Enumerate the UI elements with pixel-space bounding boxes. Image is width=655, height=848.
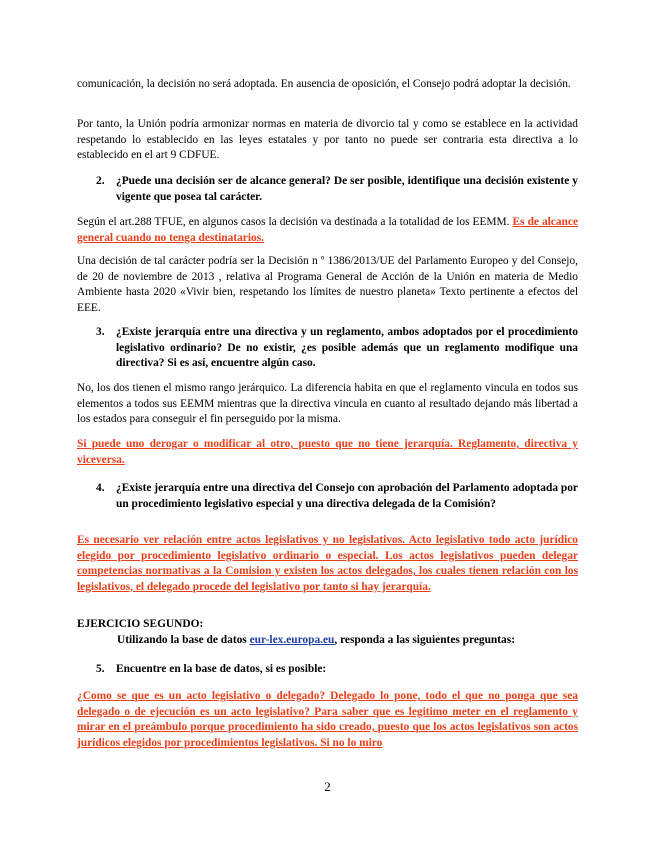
exercise-instruction-before: Utilizando la base de datos <box>117 634 250 646</box>
question-2-text: ¿Puede una decisión ser de alcance general? De ser posible, identifique una decisión existente y vigente que posea tal carácter. <box>116 175 578 203</box>
paragraph-segun-art288-text: Según el art.288 TFUE, en algunos casos la decisión va destinada a la totalidad de los EEMM. <box>77 216 510 228</box>
exercise-title: EJERCICIO SEGUNDO: <box>77 618 204 630</box>
question-5 <box>96 662 578 678</box>
paragraph-segun-art288 <box>77 215 578 246</box>
question-4-number: 4. <box>96 482 105 494</box>
question-3-text: ¿Existe jerarquía entre una directiva y un reglamento, ambos adoptados por el procedimiento legislativo ordinario? De no existir, ¿es posible además que un reglamento modifique una directiva? Si es así, encuentre algún caso. <box>116 326 578 369</box>
red-answer-derogar: Si puede uno derogar o modificar al otro, puesto que no tiene jerarquía. Reglamento, directiva y viceversa. <box>77 438 578 466</box>
question-2-number: 2. <box>96 175 105 187</box>
question-5-text: Encuentre en la base de datos, si es posible: <box>116 663 327 675</box>
exercise-instruction <box>117 633 578 649</box>
red-answer-actos-legislativos: Es necesario ver relación entre actos legislativos y no legislativos. Acto legislativo todo acto jurídico elegido por procedimiento legislativo ordinario o especial. Los actos legislativos pueden delegar competencias normativas a la Comision y existen los actos delegados, los cuales tienen relación con los legislativos, el delegado procede del legislativo por tanto si hay jerarquía. <box>77 534 578 593</box>
paragraph-rango-jerarquico: No, los dos tienen el mismo rango jerárquico. La diferencia habita en que el reglamento vincula en todos sus elementos a todos sus EEMM mientras que la directiva vincula en cuanto al resultado dejando más libertad a los estados para conseguir el fin perseguido por la misma. <box>77 382 578 425</box>
question-2 <box>96 174 578 205</box>
question-4-text: ¿Existe jerarquía entre una directiva del Consejo con aprobación del Parlamento adoptada por un procedimiento legislativo especial y una directiva delegada de la Comisión? <box>116 482 578 510</box>
question-3 <box>96 325 578 372</box>
exercise-instruction-after: , responda a las siguientes preguntas: <box>334 634 515 646</box>
paragraph-comunicacion: comunicación, la decisión no será adoptada. En ausencia de oposición, el Consejo podrá adoptar la decisión. <box>77 78 571 90</box>
question-4 <box>96 481 578 512</box>
paragraph-decision-1386: Una decisión de tal carácter podría ser la Decisión n º 1386/2013/UE del Parlamento Europeo y del Consejo, de 20 de noviembre de 2013 , relativa al Programa General de Acción de la Unión en materia de Medio Ambiente hasta 2020 «Vivir bien, respetando los límites de nuestro planeta» Texto pertinente a efectos del EEE. <box>77 255 578 314</box>
question-5-number: 5. <box>96 663 105 675</box>
eur-lex-link[interactable]: eur-lex.europa.eu <box>249 634 335 646</box>
question-3-number: 3. <box>96 326 105 338</box>
paragraph-por-tanto: Por tanto, la Unión podría armonizar normas en materia de divorcio tal y como se establece en la actividad respetando lo establecido en las leyes estatales y por tanto no puede ser contraria esta directiva a lo establecido en el art 9 CDFUE. <box>77 118 578 161</box>
red-answer-alcance-general: Es de alcance general cuando no tenga destinatarios. <box>77 216 578 244</box>
page-number: 2 <box>324 779 331 794</box>
red-answer-acto-delegado: ¿Como se que es un acto legislativo o delegado? Delegado lo pone, todo el que no ponga que sea delegado o de ejecución es un acto legislativo? Para saber que es legitimo meter en el reglamento y mirar en el preámbulo porque procedimiento ha sido creado, puesto que los actos legislativos son actos jurídicos elegidos por procedimientos legislativos. Si no lo miro <box>77 690 578 749</box>
